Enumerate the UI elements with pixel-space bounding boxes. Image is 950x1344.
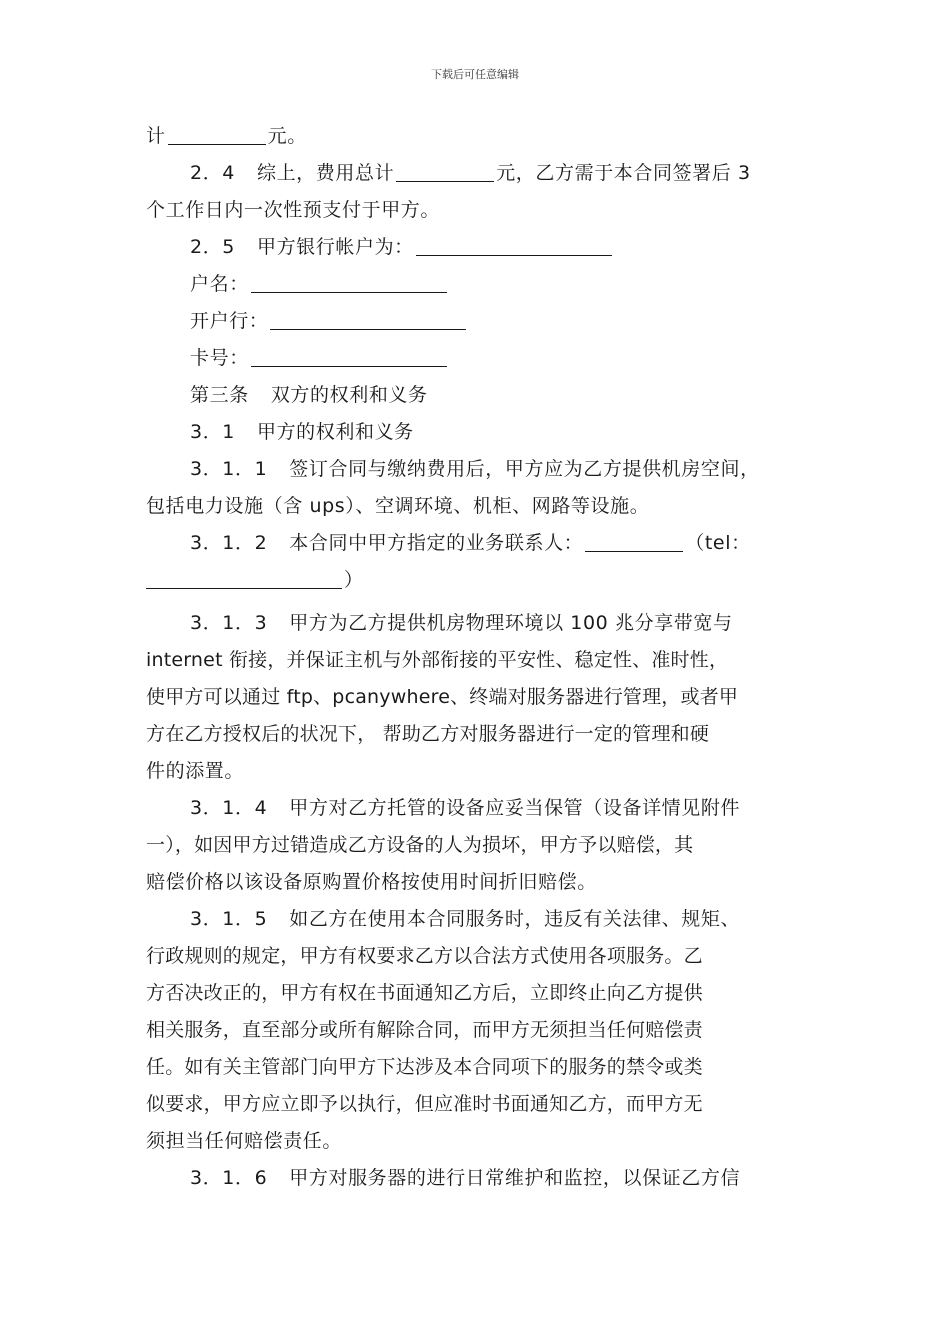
text-line: 赔偿价格以该设备原购置价格按使用时间折旧赔偿。 [146, 871, 597, 893]
clause-3-1-1 [146, 451, 810, 488]
clause-title: 甲方的权利和义务 [256, 421, 414, 443]
text-line: 相关服务，直至部分或所有解除合同，而甲方无须担当任何赔偿责 [146, 1019, 703, 1041]
text-line: 须担当任何赔偿责任。 [146, 1130, 343, 1152]
clause-number: 2．5 [190, 236, 235, 258]
bank-line [146, 303, 810, 340]
text-line: 行政规则的规定，甲方有权要求乙方以合法方式使用各项服务。乙 [146, 945, 703, 967]
document-body [146, 118, 810, 1197]
text: 元，乙方需于本合同签署后 3 [496, 162, 751, 184]
text: ） [344, 569, 364, 591]
text-line: 方在乙方授权后的状况下， 帮助乙方对服务器进行一定的管理和硬 [146, 723, 710, 745]
clause-number: 3．1．6 [190, 1167, 268, 1189]
text-line: 似要求，甲方应立即予以执行，但应准时书面通知乙方，而甲方无 [146, 1093, 703, 1115]
text: 元。 [267, 125, 307, 147]
clause-number: 3．1．5 [190, 908, 268, 930]
clause-number: 3．1．1 [190, 458, 268, 480]
text-line: internet 衔接，并保证主机与外部衔接的平安性、稳定性、准时性， [146, 649, 729, 671]
text: 如乙方在使用本合同服务时，违反有关法律、规矩、 [289, 908, 741, 930]
clause-number: 3．1．4 [190, 797, 268, 819]
clause-3-1-heading [146, 414, 810, 451]
text-line [146, 562, 810, 599]
clause-2-4 [146, 155, 810, 192]
text-line: 包括电力设施（含 ups）、空调环境、机柜、网路等设施。 [146, 495, 650, 517]
clause-number: 3．1 [190, 421, 235, 443]
text: 甲方为乙方提供机房物理环境以 100 兆分享带宽与 [289, 612, 733, 634]
article-3-heading [146, 377, 810, 414]
text-line: 任。如有关主管部门向甲方下达涉及本合同项下的服务的禁令或类 [146, 1056, 703, 1078]
card-number-line [146, 340, 810, 377]
text: 综上，费用总计 [256, 162, 395, 184]
text-line: 件的添置。 [146, 760, 245, 782]
text-line: 个工作日内一次性预支付于甲方。 [146, 199, 441, 221]
fill-blank [251, 270, 447, 293]
text: 甲方对乙方托管的设备应妥当保管（设备详情见附件 [289, 797, 741, 819]
article-title: 双方的权利和义务 [270, 384, 428, 406]
fill-blank [396, 159, 494, 182]
text: 签订合同与缴纳费用后，甲方应为乙方提供机房空间， [289, 458, 760, 480]
clause-number: 3．1．2 [190, 532, 268, 554]
fill-blank [585, 529, 683, 552]
text: 甲方银行帐户为： [256, 236, 414, 258]
text-line: 使甲方可以通过 ftp、pcanywhere、终端对服务器进行管理，或者甲 [146, 686, 739, 708]
text: （tel： [685, 532, 751, 554]
fill-blank [146, 566, 342, 589]
fill-blank [270, 307, 466, 330]
text: 本合同中甲方指定的业务联系人： [289, 532, 584, 554]
text-line: 方否决改正的，甲方有权在书面通知乙方后，立即终止向乙方提供 [146, 982, 703, 1004]
text: 计 [146, 125, 166, 147]
clause-3-1-4 [146, 790, 810, 827]
text: 甲方对服务器的进行日常维护和监控，以保证乙方信 [289, 1167, 741, 1189]
fill-blank [251, 344, 447, 367]
clause-3-1-3 [146, 605, 810, 642]
fill-blank [416, 233, 612, 256]
clause-3-1-5 [146, 901, 810, 938]
page-header: 下载后可任意编辑 [431, 68, 519, 81]
account-name-line [146, 266, 810, 303]
clause-3-1-6 [146, 1160, 810, 1197]
clause-number: 2．4 [190, 162, 235, 184]
clause-2-5 [146, 229, 810, 266]
field-label: 户名： [190, 273, 249, 295]
text-line: 一），如因甲方过错造成乙方设备的人为损坏，甲方予以赔偿，其 [146, 834, 694, 856]
fill-blank [168, 122, 266, 145]
clause-number: 3．1．3 [190, 612, 268, 634]
text-line [146, 118, 810, 155]
field-label: 卡号： [190, 347, 249, 369]
clause-3-1-2 [146, 525, 810, 562]
field-label: 开户行： [190, 310, 269, 332]
article-number: 第三条 [190, 384, 249, 406]
